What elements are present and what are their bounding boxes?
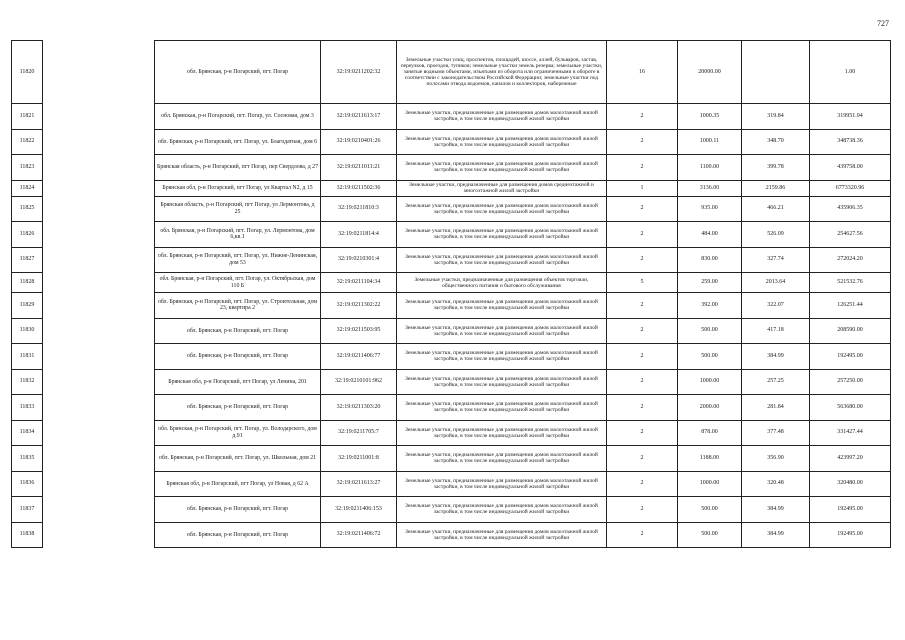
land-use-description-cell: Земельные участки, предназначенные для размещения домов малоэтажной жилой застройки, в том числе индивидуальной жилой застройки xyxy=(397,522,607,548)
cadastral-value-cell: 563680.00 xyxy=(810,395,891,421)
row-number-cell: 11837 xyxy=(12,497,43,523)
cadastral-number-cell: 32:19:0210301:4 xyxy=(321,247,397,273)
land-use-description-cell: Земельные участки, предназначенные для размещения домов малоэтажной жилой застройки, в том числе индивидуальной жилой застройки xyxy=(397,446,607,472)
area-cell: 259.00 xyxy=(678,273,742,293)
group-code-cell: 2 xyxy=(607,155,678,181)
spacer-cell xyxy=(43,446,155,472)
land-use-description-cell: Земельные участки, предназначенные для размещения домов малоэтажной жилой застройки, в том числе индивидуальной жилой застройки xyxy=(397,471,607,497)
specific-value-cell: 417.18 xyxy=(742,318,810,344)
cadastral-value-cell: 192495.00 xyxy=(810,344,891,370)
group-code-cell: 2 xyxy=(607,247,678,273)
specific-value-cell: 320.48 xyxy=(742,471,810,497)
spacer-cell xyxy=(43,318,155,344)
group-code-cell: 2 xyxy=(607,446,678,472)
cadastral-value-cell: 272024.20 xyxy=(810,247,891,273)
table-row xyxy=(12,180,891,196)
address-cell: Брянская область, р-н Погарский, пгт Погар, ул Лермонтова, д 25 xyxy=(155,196,321,222)
area-cell: 20000.00 xyxy=(678,41,742,104)
cadastral-value-cell: 320480.00 xyxy=(810,471,891,497)
row-number-cell: 11821 xyxy=(12,104,43,130)
cadastral-value-cell: 6773320.96 xyxy=(810,180,891,196)
land-use-description-cell: Земельные участки, предназначенные для размещения домов малоэтажной жилой застройки, в том числе индивидуальной жилой застройки xyxy=(397,318,607,344)
group-code-cell: 2 xyxy=(607,522,678,548)
cadastral-number-cell: 32:19:0211613:17 xyxy=(321,104,397,130)
specific-value-cell xyxy=(742,41,810,104)
specific-value-cell: 2013.64 xyxy=(742,273,810,293)
cadastral-value-cell: 348738.36 xyxy=(810,129,891,155)
table-row xyxy=(12,471,891,497)
table-row xyxy=(12,155,891,181)
address-cell: обл. Брянская, р-н Погарский, пгт. Погар xyxy=(155,41,321,104)
address-cell: обл. Брянская, р-н Погарский, пгт. Погар, ул. Сосновая, дом 3 xyxy=(155,104,321,130)
area-cell: 935.00 xyxy=(678,196,742,222)
row-number-cell: 11830 xyxy=(12,318,43,344)
group-code-cell: 2 xyxy=(607,344,678,370)
cadastral-number-cell: 32:19:0211011:21 xyxy=(321,155,397,181)
area-cell: 500.00 xyxy=(678,344,742,370)
table-row xyxy=(12,247,891,273)
table-row xyxy=(12,420,891,446)
land-use-description-cell: Земельные участки, предназначенные для размещения домов среднеэтажной и многоэтажной жилой застройки xyxy=(397,180,607,196)
area-cell: 2000.00 xyxy=(678,395,742,421)
specific-value-cell: 384.99 xyxy=(742,497,810,523)
cadastral-value-cell: 319951.94 xyxy=(810,104,891,130)
area-cell: 500.00 xyxy=(678,522,742,548)
row-number-cell: 11838 xyxy=(12,522,43,548)
table-row xyxy=(12,273,891,293)
land-register-table xyxy=(11,40,891,548)
spacer-cell xyxy=(43,369,155,395)
land-use-description-cell: Земельные участки, предназначенные для размещения домов малоэтажной жилой застройки, в том числе индивидуальной жилой застройки xyxy=(397,395,607,421)
cadastral-value-cell: 208590.00 xyxy=(810,318,891,344)
group-code-cell: 2 xyxy=(607,395,678,421)
address-cell: обл. Брянская, р-н Погарский, пгт. Погар xyxy=(155,497,321,523)
group-code-cell: 1 xyxy=(607,180,678,196)
cadastral-number-cell: 32:19:0211302:22 xyxy=(321,293,397,319)
address-cell: Брянская обл, р-н Погарский, пгт Погар, ул Новая, д 62 А xyxy=(155,471,321,497)
cadastral-number-cell: 32:19:0211814:4 xyxy=(321,222,397,248)
spacer-cell xyxy=(43,222,155,248)
spacer-cell xyxy=(43,41,155,104)
land-use-description-cell: Земельные участки, предназначенные для размещения домов малоэтажной жилой застройки, в том числе индивидуальной жилой застройки xyxy=(397,104,607,130)
spacer-cell xyxy=(43,497,155,523)
table-row xyxy=(12,293,891,319)
address-cell: обл. Брянская, р-н Погарский, пгт. Погар, ул. Строительная, дом 23, квартира 2 xyxy=(155,293,321,319)
specific-value-cell: 384.99 xyxy=(742,522,810,548)
group-code-cell: 5 xyxy=(607,273,678,293)
cadastral-number-cell: 32:19:0211001:8 xyxy=(321,446,397,472)
specific-value-cell: 356.90 xyxy=(742,446,810,472)
specific-value-cell: 399.78 xyxy=(742,155,810,181)
row-number-cell: 11823 xyxy=(12,155,43,181)
address-cell: обл. Брянская, р-н Погарский, пгт. Погар, ул. Октябрьская, дом 110 Б xyxy=(155,273,321,293)
row-number-cell: 11820 xyxy=(12,41,43,104)
cadastral-number-cell: 32:19:0210401:26 xyxy=(321,129,397,155)
row-number-cell: 11822 xyxy=(12,129,43,155)
cadastral-value-cell: 1.00 xyxy=(810,41,891,104)
land-use-description-cell: Земельные участки, предназначенные для размещения домов малоэтажной жилой застройки, в том числе индивидуальной жилой застройки xyxy=(397,497,607,523)
group-code-cell: 2 xyxy=(607,497,678,523)
specific-value-cell: 281.84 xyxy=(742,395,810,421)
spacer-cell xyxy=(43,273,155,293)
table-row xyxy=(12,446,891,472)
area-cell: 500.00 xyxy=(678,497,742,523)
area-cell: 878.00 xyxy=(678,420,742,446)
table-row xyxy=(12,369,891,395)
area-cell: 1000.35 xyxy=(678,104,742,130)
table-row xyxy=(12,129,891,155)
area-cell: 484.00 xyxy=(678,222,742,248)
row-number-cell: 11834 xyxy=(12,420,43,446)
cadastral-value-cell: 126251.44 xyxy=(810,293,891,319)
cadastral-value-cell: 521532.76 xyxy=(810,273,891,293)
group-code-cell: 2 xyxy=(607,471,678,497)
area-cell: 392.00 xyxy=(678,293,742,319)
address-cell: обл. Брянская, р-н Погарский, пгт. Погар, ул. Лермонтова, дом 6,кв.1 xyxy=(155,222,321,248)
specific-value-cell: 319.84 xyxy=(742,104,810,130)
row-number-cell: 11833 xyxy=(12,395,43,421)
area-cell: 1100.00 xyxy=(678,155,742,181)
cadastral-value-cell: 439758.00 xyxy=(810,155,891,181)
cadastral-value-cell: 192495.00 xyxy=(810,522,891,548)
land-use-description-cell: Земельные участки, предназначенные для размещения домов малоэтажной жилой застройки, в том числе индивидуальной жилой застройки xyxy=(397,369,607,395)
cadastral-value-cell: 192495.00 xyxy=(810,497,891,523)
specific-value-cell: 322.07 xyxy=(742,293,810,319)
cadastral-number-cell: 32:19:0211406:72 xyxy=(321,522,397,548)
spacer-cell xyxy=(43,104,155,130)
spacer-cell xyxy=(43,129,155,155)
area-cell: 3136.00 xyxy=(678,180,742,196)
spacer-cell xyxy=(43,344,155,370)
cadastral-number-cell: 32:19:0211303:20 xyxy=(321,395,397,421)
spacer-cell xyxy=(43,471,155,497)
specific-value-cell: 526.09 xyxy=(742,222,810,248)
table-row xyxy=(12,196,891,222)
cadastral-number-cell: 32:19:0211705:7 xyxy=(321,420,397,446)
cadastral-value-cell: 435906.35 xyxy=(810,196,891,222)
address-cell: обл. Брянская, р-н Погарский, пгт. Погар, ул. Благодатная, дом 6 xyxy=(155,129,321,155)
land-use-description-cell: Земельные участки, предназначенные для размещения объектов торговли, общественного питания и бытового обслуживания xyxy=(397,273,607,293)
specific-value-cell: 384.99 xyxy=(742,344,810,370)
area-cell: 500.00 xyxy=(678,318,742,344)
row-number-cell: 11832 xyxy=(12,369,43,395)
cadastral-number-cell: 32:19:0210101:962 xyxy=(321,369,397,395)
land-use-description-cell: Земельные участки, предназначенные для размещения домов малоэтажной жилой застройки, в том числе индивидуальной жилой застройки xyxy=(397,196,607,222)
group-code-cell: 2 xyxy=(607,318,678,344)
table-body xyxy=(12,41,891,548)
specific-value-cell: 327.74 xyxy=(742,247,810,273)
cadastral-value-cell: 257250.00 xyxy=(810,369,891,395)
table-row xyxy=(12,318,891,344)
group-code-cell: 2 xyxy=(607,369,678,395)
group-code-cell: 2 xyxy=(607,293,678,319)
land-use-description-cell: Земельные участки, предназначенные для размещения домов малоэтажной жилой застройки, в том числе индивидуальной жилой застройки xyxy=(397,155,607,181)
specific-value-cell: 377.48 xyxy=(742,420,810,446)
area-cell: 830.00 xyxy=(678,247,742,273)
land-use-description-cell: Земельные участки, предназначенные для размещения домов малоэтажной жилой застройки, в том числе индивидуальной жилой застройки xyxy=(397,344,607,370)
row-number-cell: 11825 xyxy=(12,196,43,222)
address-cell: обл. Брянская, р-н Погарский, пгт. Погар, ул. Володарского, дом д.91 xyxy=(155,420,321,446)
table-row xyxy=(12,222,891,248)
cadastral-number-cell: 32:19:0211104:34 xyxy=(321,273,397,293)
address-cell: обл. Брянская, р-н Погарский, пгт. Погар xyxy=(155,318,321,344)
cadastral-number-cell: 32:19:0211406:153 xyxy=(321,497,397,523)
area-cell: 1000.00 xyxy=(678,471,742,497)
spacer-cell xyxy=(43,522,155,548)
row-number-cell: 11828 xyxy=(12,273,43,293)
specific-value-cell: 348.70 xyxy=(742,129,810,155)
specific-value-cell: 2159.86 xyxy=(742,180,810,196)
address-cell: обл. Брянская, р-н Погарский, пгт. Погар xyxy=(155,344,321,370)
land-use-description-cell: Земельные участки, предназначенные для размещения домов малоэтажной жилой застройки, в том числе индивидуальной жилой застройки xyxy=(397,222,607,248)
cadastral-value-cell: 423997.20 xyxy=(810,446,891,472)
address-cell: обл. Брянская, р-н Погарский, пгт. Погар xyxy=(155,522,321,548)
cadastral-value-cell: 254627.56 xyxy=(810,222,891,248)
group-code-cell: 2 xyxy=(607,222,678,248)
address-cell: обл. Брянская, р-н Погарский, пгт. Погар, ул. Школьная, дом 21 xyxy=(155,446,321,472)
spacer-cell xyxy=(43,247,155,273)
land-use-description-cell: Земельные участки, предназначенные для размещения домов малоэтажной жилой застройки, в том числе индивидуальной жилой застройки xyxy=(397,129,607,155)
specific-value-cell: 257.25 xyxy=(742,369,810,395)
group-code-cell: 16 xyxy=(607,41,678,104)
table-row xyxy=(12,344,891,370)
cadastral-number-cell: 32:19:0211202:32 xyxy=(321,41,397,104)
area-cell: 1000.11 xyxy=(678,129,742,155)
page-number: 727 xyxy=(877,19,889,28)
row-number-cell: 11831 xyxy=(12,344,43,370)
group-code-cell: 2 xyxy=(607,104,678,130)
spacer-cell xyxy=(43,196,155,222)
spacer-cell xyxy=(43,180,155,196)
spacer-cell xyxy=(43,155,155,181)
group-code-cell: 2 xyxy=(607,129,678,155)
row-number-cell: 11826 xyxy=(12,222,43,248)
spacer-cell xyxy=(43,293,155,319)
group-code-cell: 2 xyxy=(607,196,678,222)
address-cell: Брянская обл, р-н Погарский, пгт Погар, ул Квартал N2, д 15 xyxy=(155,180,321,196)
table-row xyxy=(12,41,891,104)
area-cell: 1000.00 xyxy=(678,369,742,395)
table-row xyxy=(12,395,891,421)
address-cell: обл. Брянская, р-н Погарский, пгт. Погар, ул. Нижне-Ленинская, дом 53 xyxy=(155,247,321,273)
land-use-description-cell: Земельные участки, предназначенные для размещения домов малоэтажной жилой застройки, в том числе индивидуальной жилой застройки xyxy=(397,293,607,319)
row-number-cell: 11835 xyxy=(12,446,43,472)
land-use-description-cell: Земельные участки, предназначенные для размещения домов малоэтажной жилой застройки, в том числе индивидуальной жилой застройки xyxy=(397,247,607,273)
cadastral-number-cell: 32:19:0211502:36 xyxy=(321,180,397,196)
address-cell: Брянская область, р-н Погарский, пгт Погар, пер Свердлова, д 27 xyxy=(155,155,321,181)
cadastral-value-cell: 331427.44 xyxy=(810,420,891,446)
land-use-description-cell: Земельные участки улиц, проспектов, площадей, шоссе, аллей, бульваров, застав, переулков, проездов, тупиков; земельные участки земель резерва; земельные участки, занятые водными объектами, изъятыми из оборота или ограниченными в обороте в соответствии с законодательством Российской Федерации; земельные участки под полосами отвода водоемов, каналов и коллекторов, набережные xyxy=(397,41,607,104)
row-number-cell: 11829 xyxy=(12,293,43,319)
area-cell: 1188.00 xyxy=(678,446,742,472)
row-number-cell: 11836 xyxy=(12,471,43,497)
spacer-cell xyxy=(43,395,155,421)
table-row xyxy=(12,104,891,130)
cadastral-number-cell: 32:19:0211810:3 xyxy=(321,196,397,222)
table-row xyxy=(12,497,891,523)
specific-value-cell: 466.21 xyxy=(742,196,810,222)
row-number-cell: 11827 xyxy=(12,247,43,273)
cadastral-number-cell: 32:19:0211503:95 xyxy=(321,318,397,344)
spacer-cell xyxy=(43,420,155,446)
cadastral-number-cell: 32:19:0211613:27 xyxy=(321,471,397,497)
address-cell: Брянская обл, р-н Погарский, пгт Погар, ул Ленина, 201 xyxy=(155,369,321,395)
land-use-description-cell: Земельные участки, предназначенные для размещения домов малоэтажной жилой застройки, в том числе индивидуальной жилой застройки xyxy=(397,420,607,446)
group-code-cell: 2 xyxy=(607,420,678,446)
table-row xyxy=(12,522,891,548)
row-number-cell: 11824 xyxy=(12,180,43,196)
address-cell: обл. Брянская, р-н Погарский, пгт. Погар xyxy=(155,395,321,421)
cadastral-number-cell: 32:19:0211406:77 xyxy=(321,344,397,370)
